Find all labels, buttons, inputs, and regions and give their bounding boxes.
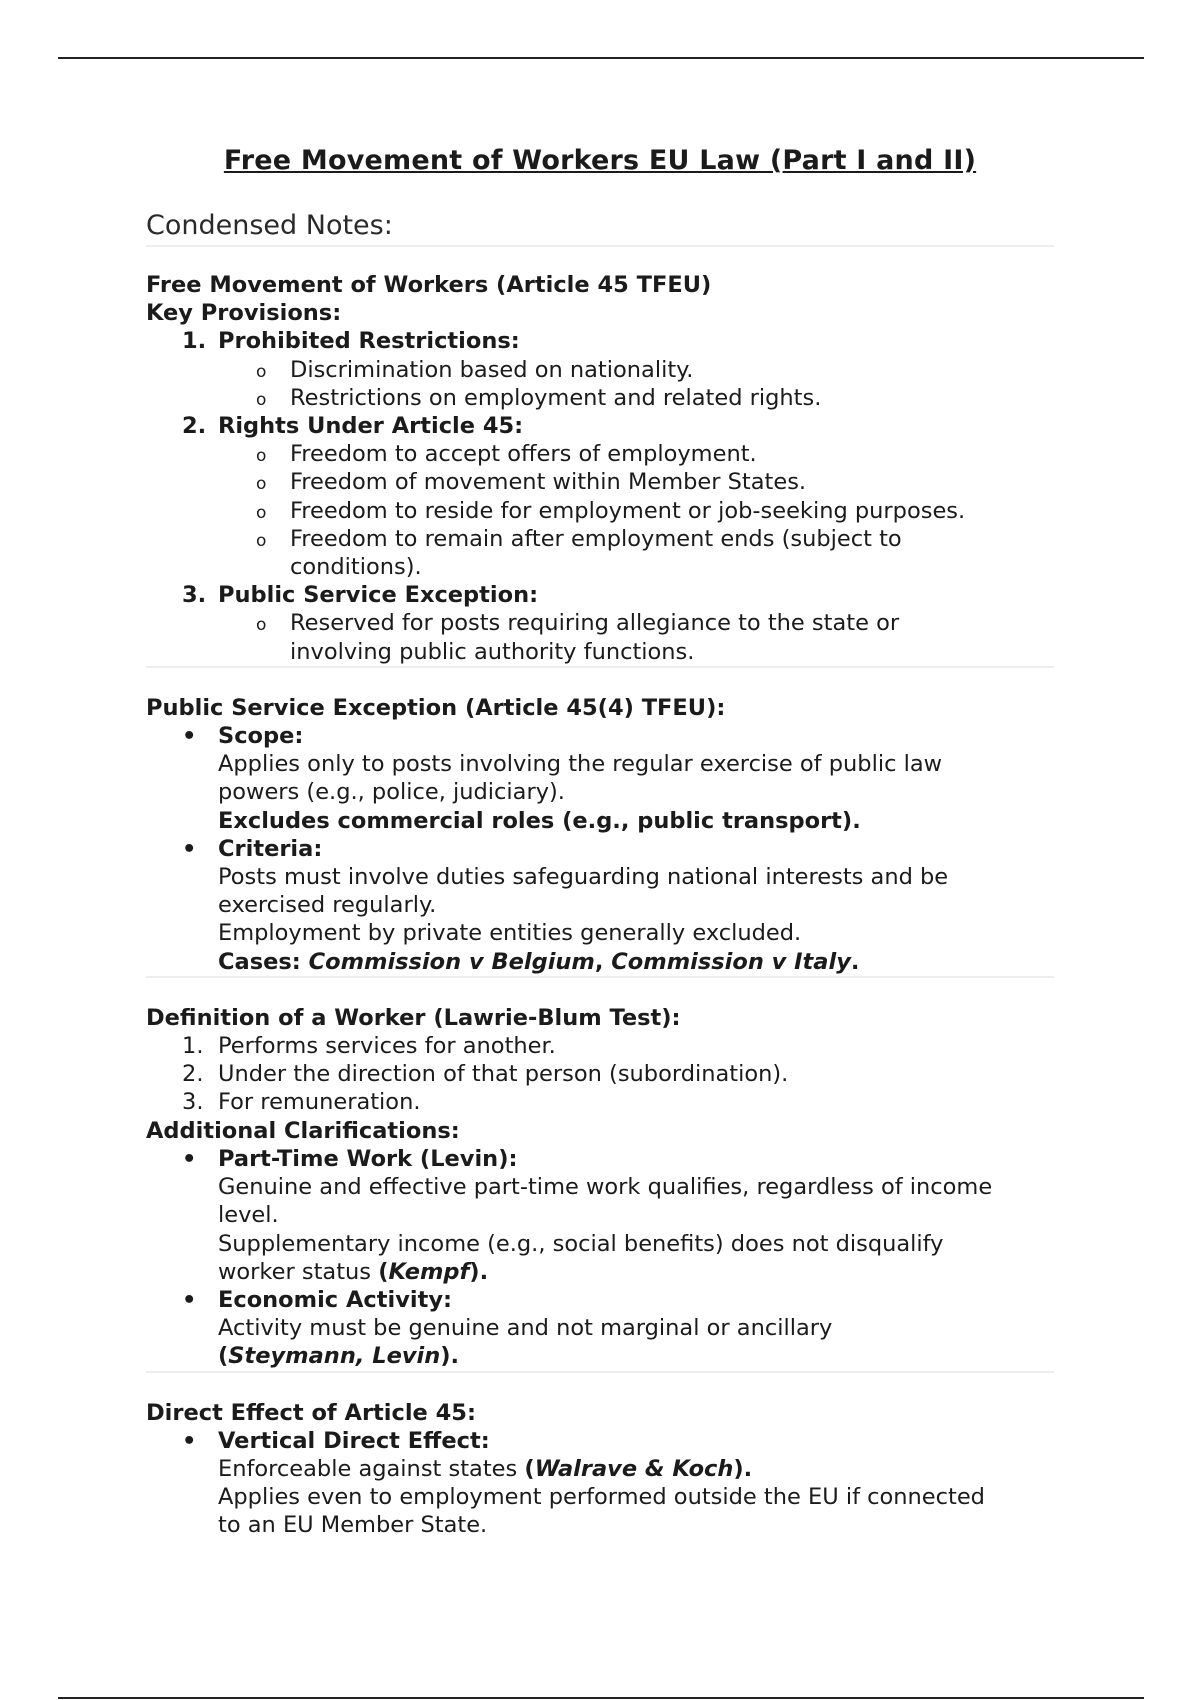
item-number: 3. [182,582,207,609]
section-heading: Free Movement of Workers (Article 45 TFEU) [146,272,712,298]
sub-item-text: Discrimination based on nationality. [290,356,694,383]
bullet-text: Employment by private entities generally excluded. [218,920,802,947]
case-name: Walrave & Koch [534,1455,734,1482]
bullet-icon: • [182,1427,197,1454]
bullet-label: Scope: [218,723,304,750]
bullet-text [146,1342,1066,1370]
section-subheading: Additional Clarifications: [146,1117,460,1144]
bullet-item [146,1145,1066,1173]
sub-item-text: Freedom to reside for employment or job-seeking purposes. [290,497,966,524]
item-label: Prohibited Restrictions: [218,328,520,355]
item-number: 3. [182,1089,204,1116]
item-number: 2. [182,1061,204,1088]
sub-item [146,356,1066,384]
sub-item [146,468,1066,496]
sub-item-text: Freedom to accept offers of employment. [290,441,757,468]
bullet-item [146,835,1066,863]
sub-item [146,384,1066,412]
section-heading: Public Service Exception (Article 45(4) TFEU): [146,694,726,721]
numbered-item [146,581,1066,609]
bullet-icon: • [182,1145,197,1172]
case-close: ). [469,1258,489,1285]
bullet-item [146,1286,1066,1314]
sub-item-text: Restrictions on employment and related rights. [290,384,822,411]
bullet-text: Applies only to posts involving the regular exercise of public law [218,751,943,778]
bullet-text-part: worker status [218,1258,379,1285]
bullet-text [146,1258,1066,1286]
bullet-text-bold: Excludes commercial roles (e.g., public transport). [218,807,861,834]
case-end: . [850,948,860,975]
bullet-icon: • [182,835,197,862]
circle-bullet-icon: o [256,615,267,636]
case-separator: , [594,948,604,975]
section-subheading: Key Provisions: [146,300,342,327]
case-name: Commission v Belgium [308,948,595,975]
numbered-item [146,1060,1066,1088]
bullet-text: Applies even to employment performed outside the EU if connected [218,1484,985,1511]
case-name: Commission v Italy [611,948,851,975]
item-number: 1. [182,1033,204,1060]
bullet-text: exercised regularly. [218,892,437,919]
case-open: ( [378,1258,389,1285]
sub-item-text: Reserved for posts requiring allegiance to the state or [290,610,900,637]
section-heading: Definition of a Worker (Lawrie-Blum Test): [146,1004,681,1031]
numbered-item [146,412,1066,440]
item-text: Performs services for another. [218,1033,556,1060]
sub-item-continuation: involving public authority functions. [290,638,695,665]
item-label: Public Service Exception: [218,582,539,609]
cases-line [146,948,1066,976]
case-name: Kempf [388,1258,470,1285]
bullet-label: Vertical Direct Effect: [218,1427,490,1454]
case-open: ( [218,1343,229,1370]
notes-body [146,271,1066,1540]
bullet-item [146,722,1066,750]
section-heading: Direct Effect of Article 45: [146,1399,476,1426]
bullet-text: Genuine and effective part-time work qualifies, regardless of income [218,1174,993,1201]
document-title: Free Movement of Workers EU Law (Part I and II) [223,145,977,176]
sub-item [146,525,1066,553]
bullet-text: Activity must be genuine and not marginal or ancillary [218,1315,833,1342]
bullet-icon: • [182,1286,197,1313]
divider [146,245,1054,247]
circle-bullet-icon: o [256,474,267,495]
item-label: Rights Under Article 45: [218,413,524,440]
sub-item [146,609,1066,637]
bullet-label: Criteria: [218,835,323,862]
circle-bullet-icon: o [256,389,267,410]
item-text: Under the direction of that person (subordination). [218,1061,789,1088]
bullet-text: Posts must involve duties safeguarding national interests and be [218,864,949,891]
cases-label: Cases: [218,948,301,975]
bullet-item [146,1427,1066,1455]
item-number: 2. [182,413,207,440]
sub-item-text: Freedom of movement within Member States. [290,469,807,496]
bullet-text: level. [218,1202,279,1229]
sub-item-text: Freedom to remain after employment ends (subject to [290,525,902,552]
numbered-item [146,327,1066,355]
header-rule [58,57,1144,59]
item-text: For remuneration. [218,1089,421,1116]
case-close: ). [733,1455,753,1482]
sub-item [146,440,1066,468]
circle-bullet-icon: o [256,446,267,467]
footer-rule [58,1697,1144,1699]
document-subtitle: Condensed Notes: [146,210,393,241]
circle-bullet-icon: o [256,361,267,382]
bullet-text-part: Enforceable against states [218,1455,525,1482]
bullet-text [146,1455,1066,1483]
case-close: ). [440,1343,460,1370]
bullet-text: to an EU Member State. [218,1512,488,1539]
item-number: 1. [182,328,207,355]
case-open: ( [524,1455,535,1482]
circle-bullet-icon: o [256,530,267,551]
case-name: Steymann, Levin [228,1343,441,1370]
bullet-text: Supplementary income (e.g., social benefits) does not disqualify [218,1230,944,1257]
sub-item-continuation: conditions). [290,554,422,581]
sub-item [146,497,1066,525]
numbered-item [146,1088,1066,1116]
bullet-icon: • [182,723,197,750]
bullet-label: Economic Activity: [218,1286,452,1313]
numbered-item [146,1032,1066,1060]
bullet-label: Part-Time Work (Levin): [218,1145,518,1172]
bullet-text: powers (e.g., police, judiciary). [218,779,565,806]
circle-bullet-icon: o [256,502,267,523]
